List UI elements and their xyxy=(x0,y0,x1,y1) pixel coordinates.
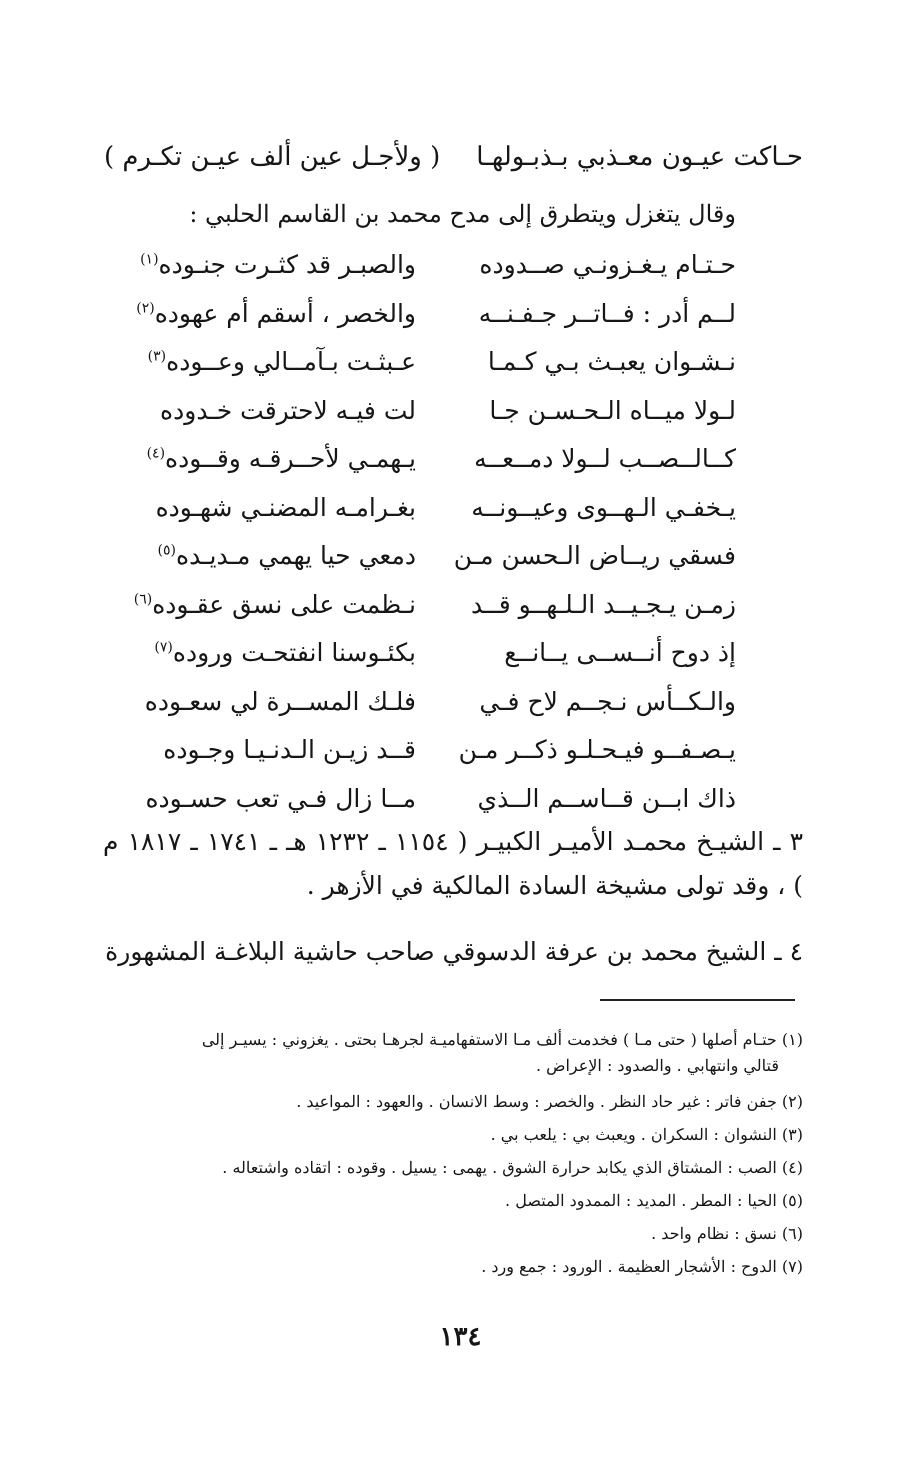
verse-text: يـهمـي لأحــرقـه وقــوده xyxy=(165,444,416,473)
poem-verse xyxy=(0,250,921,298)
footnote-marker: (١) xyxy=(140,251,159,268)
footnote-marker: (٣) xyxy=(147,348,167,365)
verse-second-hemistich xyxy=(156,735,416,764)
verse-second-hemistich xyxy=(156,638,416,667)
verse-second-hemistich xyxy=(156,541,416,570)
footnote-marker: (٦) xyxy=(133,591,153,608)
verse-second-hemistich xyxy=(136,298,416,328)
paragraph-4: ٤ ـ الشيخ محمد بن عرفة الدسوقي صاحب حاشية البلاغـة المشهورة xyxy=(105,937,803,966)
verse-text: بكئـوسنا انفتحـت وروده xyxy=(172,638,416,667)
verse-text: قــد زيـن الـدنـيـا وجـوده xyxy=(163,735,416,764)
verse-first-hemistich: لــم أدر : فــاتــر جـفـنــه xyxy=(478,298,736,328)
verse-first-hemistich: حـتـام يـغـزونـي صــدوده xyxy=(479,250,736,279)
verse-first-hemistich: نـشـوان يعبـث بـي كـمـا xyxy=(487,347,736,376)
footnote-line: (٤) الصب : المشتاق الذي يكابد حرارة الشوق . يهمى : يسيل . وقوده : اتقاده واشتعاله . xyxy=(222,1158,803,1177)
verse-first-hemistich: يـخفـي الـهــوى وعيــونــه xyxy=(471,492,736,522)
footnote-line: (٣) النشوان : السكران . ويعبث بي : يلعب بي . xyxy=(490,1125,803,1144)
verse-first-hemistich: زمـن يـجـيــد الـلـهــو قــد xyxy=(470,589,736,619)
verse-text: والصبـر قد كثـرت جنـوده xyxy=(158,250,416,279)
verse-text: لت فيـه لاحترقت خـدوده xyxy=(160,395,416,425)
verse-first-hemistich: لـولا ميــاه الـحـسـن جـا xyxy=(489,395,736,425)
poem-verse xyxy=(0,493,921,541)
verse-second-hemistich xyxy=(145,783,416,813)
footnote-marker: (٢) xyxy=(136,300,155,317)
poem-verse xyxy=(0,687,921,735)
verse-text: عـبثـت بـآمــالي وعــوده xyxy=(166,347,416,376)
footnote-divider xyxy=(600,999,795,1001)
verse-text: والخصر ، أسقم أم عهوده xyxy=(154,298,416,328)
footnote-line: (٢) جفن فاتر : غير حاد النظر . والخصر : وسط الانسان . والعهود : المواعيد . xyxy=(296,1092,803,1111)
verse-first-hemistich: ذاك ابــن قــاســم الــذي xyxy=(477,783,736,813)
verse-text: فلـك المســرة لي سعـوده xyxy=(144,686,416,716)
verse-second-hemistich xyxy=(146,444,416,473)
verse-text: نـظمت على نسق عقـوده xyxy=(152,589,416,619)
poem-verse xyxy=(0,735,921,783)
verse-second-hemistich xyxy=(147,347,416,376)
poem-verse xyxy=(0,638,921,686)
footnote-line: (١) حتـام أصلها ( حتى مـا ) فخدمت ألف مـا الاستفهاميـة لجرهـا بحتى . يغزوني : يسيـر إلى xyxy=(201,1030,803,1049)
poem-verse xyxy=(0,541,921,589)
poem-verse xyxy=(0,347,921,395)
verse-text: مــا زال فـي تعب حسـوده xyxy=(145,783,416,813)
verse-second-hemistich xyxy=(133,589,416,619)
poem-verse xyxy=(0,396,921,444)
poem-verse xyxy=(0,444,921,492)
footnote-marker: (٧) xyxy=(154,639,173,656)
footnote-marker: (٤) xyxy=(146,445,166,462)
verse-second-hemistich: ( ولأجـل عين ألف عيـن تكـرم ) xyxy=(104,142,441,172)
footnote-line: (٥) الحيا : المطر . المديد : الممدود المتصل . xyxy=(505,1191,803,1210)
verse-first-hemistich: والـكــأس نـجــم لاح فـي xyxy=(479,686,736,716)
footnote-line: (٦) نسق : نظام واحد . xyxy=(651,1224,803,1243)
verse-text: دمعي حيا يهمي مـديـده xyxy=(176,541,416,570)
paragraph-3: ٣ ـ الشيـخ محمـد الأميـر الكبيـر ( ١١٥٤ ـ ١٢٣٢ هـ ـ ١٧٤١ ـ ١٨١٧ م ) ، وقد تولى مشيخة السادة المالكية في الأزهر . xyxy=(103,827,803,900)
verse-second-hemistich xyxy=(156,493,416,522)
verse-first-hemistich: يـصـفــو فيـحـلـو ذكــر مـن xyxy=(458,735,736,764)
verse-first-hemistich: إذ دوح أنــســى يــانــع xyxy=(504,638,736,667)
verse-first-hemistich: فسقي ريــاض الـحسن مـن xyxy=(453,541,736,570)
poem-verse xyxy=(0,299,921,347)
footnote-line: قتالي وانتهابي . والصدود : الإعراض . xyxy=(535,1056,779,1075)
poem-verse xyxy=(0,590,921,638)
verse-second-hemistich xyxy=(140,250,416,279)
footnote-marker: (٥) xyxy=(157,542,176,559)
verse-second-hemistich xyxy=(156,396,416,425)
footnote-line: (٧) الدوح : الأشجار العظيمة . الورود : جمع ورد . xyxy=(481,1257,803,1276)
verse-second-hemistich xyxy=(144,686,416,716)
verse-text: بغـرامـه المضنـي شهـوده xyxy=(155,492,416,522)
page-number: ١٣٤ xyxy=(439,1322,482,1352)
verse-first-hemistich: حـاكت عيـون معـذبي بـذبـولهـا xyxy=(476,142,803,172)
poem-intro: وقال يتغزل ويتطرق إلى مدح محمد بن القاسم الحلبي : xyxy=(189,200,736,228)
verse-first-hemistich: كــالــصــب لــولا دمــعــه xyxy=(474,444,736,473)
